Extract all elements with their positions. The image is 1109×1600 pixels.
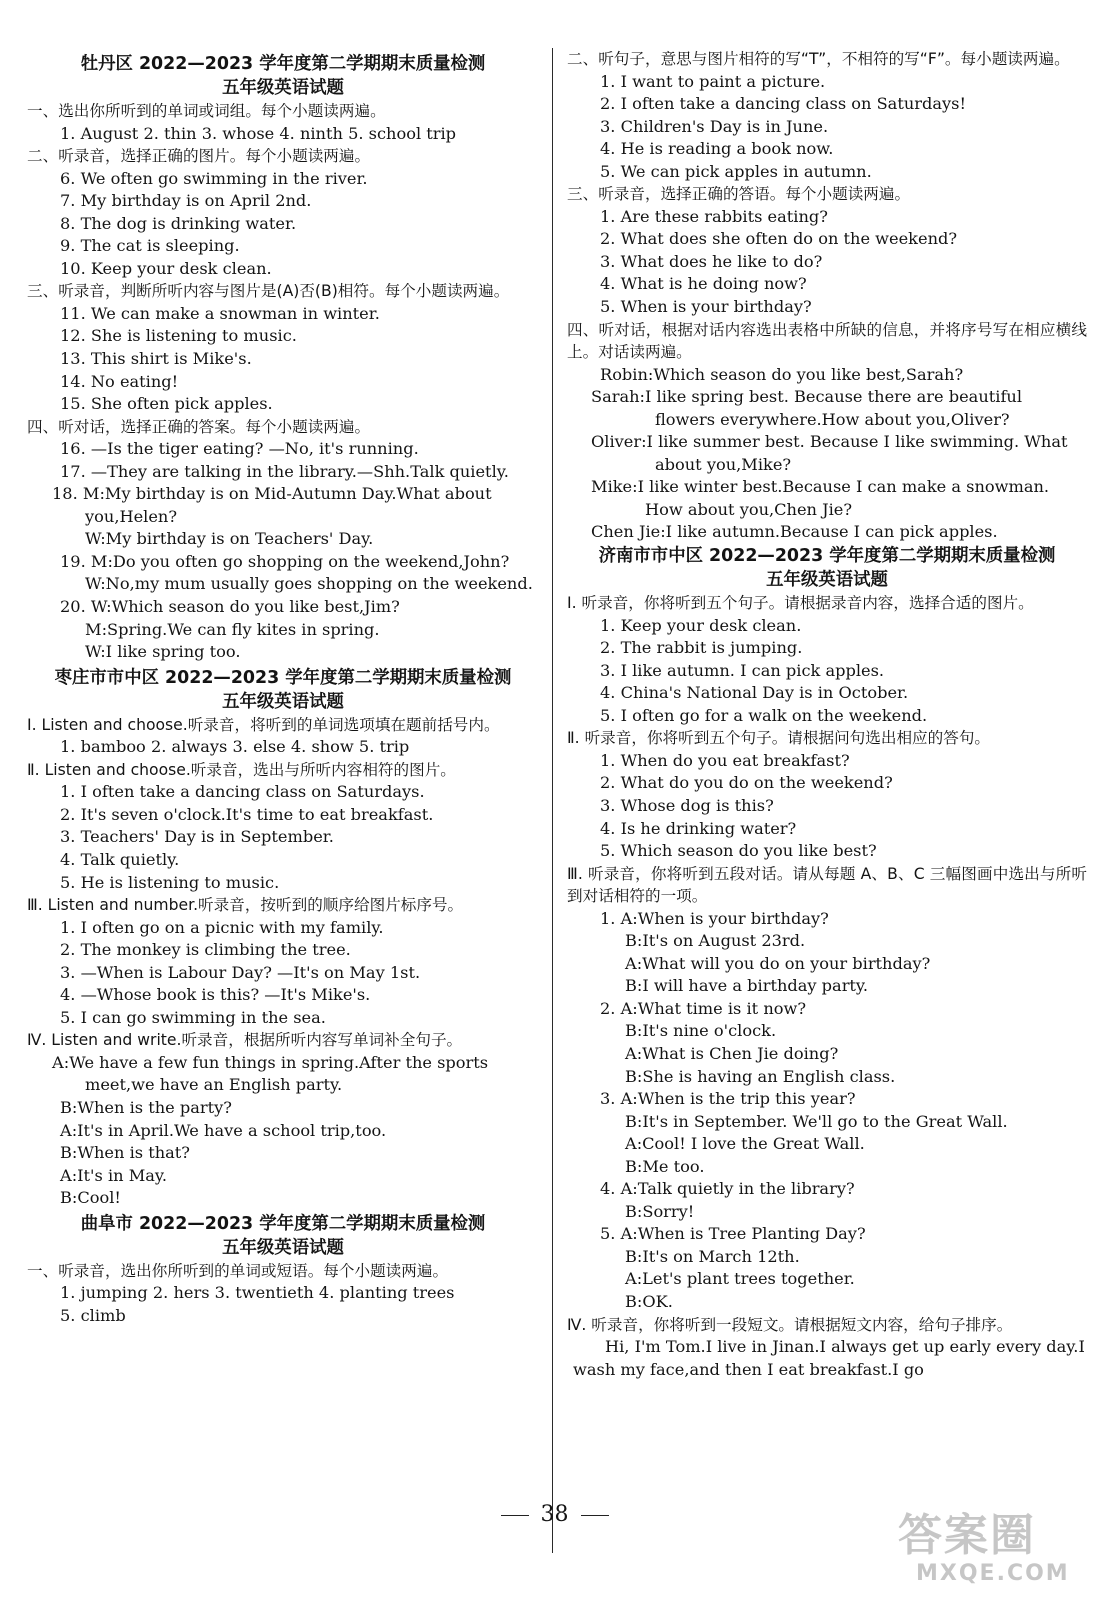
section-heading: 四、听对话，根据对话内容选出表格中所缺的信息，并将序号写在相应横线上。对话读两遍。 [567,320,1087,362]
dialogue-line: A:Cool! I love the Great Wall. [625,1134,865,1154]
column-divider [552,48,553,1553]
exam-title: 牡丹区 2022—2023 学年度第二学期期末质量检测 [80,54,486,74]
question-line: W:No,my mum usually goes shopping on the weekend. [85,574,533,594]
dialogue-line: Sarah:I like spring best. Because there are beautiful flowers everywhere.How about you,Oliver? [591,387,1023,429]
question-line: M:Spring.We can fly kites in spring. [85,619,380,639]
page-dash-right [581,1515,609,1516]
question-line: 1. I often take a dancing class on Saturdays. [60,782,425,802]
section-heading: Ⅱ. Listen and choose.听录音，选出与所听内容相符的图片。 [27,760,456,779]
question-line: 4. Talk quietly. [60,849,180,869]
dialogue-line: 5. A:When is Tree Planting Day? [600,1224,866,1244]
dialogue-line: Mike:I like winter best.Because I can make a snowman. How about you,Chen Jie? [591,477,1050,519]
question-line: 18. M:My birthday is on Mid-Autumn Day.What about you,Helen? [52,484,492,526]
question-line: 2. The monkey is climbing the tree. [60,940,351,960]
question-line: 1. I often go on a picnic with my family. [60,917,384,937]
jinan-exam [567,544,1087,1381]
dialogue-line: A:It's in April.We have a school trip,too. [60,1120,387,1140]
question-line: 4. What is he doing now? [600,274,807,294]
section-heading: Ⅲ. 听录音，你将听到五段对话。请从每题 A、B、C 三幅图画中选出与所听到对话相符的一项。 [567,864,1087,906]
question-line: 19. M:Do you often go shopping on the weekend,John? [60,551,510,571]
word-list: 5. climb [60,1305,126,1325]
question-line: 1. I want to paint a picture. [600,71,826,91]
section-heading: 四、听对话，选择正确的答案。每个小题读两遍。 [27,417,371,436]
exam-title: 曲阜市 2022—2023 学年度第二学期期末质量检测 [80,1213,486,1234]
dialogue-line: Chen Jie:I like autumn.Because I can pick apples. [591,522,998,542]
section-heading: Ⅳ. 听录音，你将听到一段短文。请根据短文内容，给句子排序。 [567,1315,1013,1334]
section-heading: 一、听录音，选出你所听到的单词或短语。每个小题读两遍。 [27,1261,449,1280]
dialogue-line: B:It's on August 23rd. [625,931,806,951]
dialogue-line: B:It's in September. We'll go to the Great Wall. [625,1111,1008,1131]
question-line: 2. I often take a dancing class on Saturdays! [600,94,966,114]
question-line: 17. —They are talking in the library.—Shh.Talk quietly. [60,461,509,481]
section-heading: Ⅰ. 听录音，你将听到五个句子。请根据录音内容，选择合适的图片。 [567,594,1034,613]
dialogue-line: B:When is that? [60,1143,190,1163]
question-line: 2. It's seven o'clock.It's time to eat breakfast. [60,804,434,824]
dialogue-line: B:Me too. [625,1156,705,1176]
question-line: 12. She is listening to music. [60,326,297,346]
question-line: 2. What do you do on the weekend? [600,773,893,793]
passage-text: Hi, I'm Tom.I live in Jinan.I always get up early every day.I wash my face,and then I eat breakfast.I go [573,1337,1085,1379]
dialogue-line: 4. A:Talk quietly in the library? [600,1179,855,1199]
question-line: 7. My birthday is on April 2nd. [60,191,312,211]
dialogue-line: 2. A:What time is it now? [600,998,807,1018]
word-list: 1. bamboo 2. always 3. else 4. show 5. trip [60,737,410,757]
word-list: 1. jumping 2. hers 3. twentieth 4. planting trees [60,1283,455,1303]
question-line: 16. —Is the tiger eating? —No, it's running. [60,439,419,459]
question-line: 4. He is reading a book now. [600,139,834,159]
section-heading: Ⅰ. Listen and choose.听录音，将听到的单词选项填在题前括号内。 [27,715,500,734]
watermark-logo [898,1510,1098,1594]
question-line: 5. We can pick apples in autumn. [600,161,872,181]
question-line: 2. What does she often do on the weekend? [600,229,958,249]
left-column [27,52,539,1327]
question-line: 13. This shirt is Mike's. [60,349,252,369]
dialogue-line: B:Cool! [60,1188,121,1208]
section-heading: 三、听录音，选择正确的答语。每个小题读两遍。 [567,185,911,204]
question-line: 5. Which season do you like best? [600,841,877,861]
mudan-exam [27,52,539,664]
question-line: 2. The rabbit is jumping. [600,638,803,658]
question-line: W:I like spring too. [85,642,241,662]
question-line: 20. W:Which season do you like best,Jim? [60,597,400,617]
qufu-exam [27,1212,539,1328]
question-line: 5. I often go for a walk on the weekend. [600,705,928,725]
dialogue-line: B:Sorry! [625,1201,695,1221]
dialogue-line: A:Let's plant trees together. [625,1269,855,1289]
exam-title: 济南市市中区 2022—2023 学年度第二学期期末质量检测 [598,546,1056,567]
exam-subtitle: 五年级英语试题 [222,78,344,98]
question-line: 8. The dog is drinking water. [60,213,297,233]
word-list: 1. August 2. thin 3. whose 4. ninth 5. school trip [60,123,457,143]
question-line: 4. China's National Day is in October. [600,683,909,703]
exam-title: 枣庄市市中区 2022—2023 学年度第二学期期末质量检测 [54,667,512,688]
question-line: 10. Keep your desk clean. [60,258,272,278]
section-heading: Ⅱ. 听录音，你将听到五个句子。请根据问句选出相应的答句。 [567,729,991,748]
page-dash-left [501,1515,529,1516]
dialogue-line: 1. A:When is your birthday? [600,908,829,928]
right-column [567,48,1087,1381]
page-number-text: 38 [540,1502,569,1527]
dialogue-line: A:What is Chen Jie doing? [625,1043,839,1063]
question-line: 6. We often go swimming in the river. [60,168,368,188]
dialogue-line: A:It's in May. [60,1165,168,1185]
question-line: 1. When do you eat breakfast? [600,750,850,770]
dialogue-line: Oliver:I like summer best. Because I like swimming. What about you,Mike? [591,432,1068,474]
section-heading: Ⅲ. Listen and number.听录音，按听到的顺序给图片标序号。 [27,896,464,915]
watermark-en: MXQE.COM [916,1561,1070,1586]
exam-subtitle: 五年级英语试题 [222,691,344,712]
question-line: 9. The cat is sleeping. [60,236,240,256]
mudan-exam-continued [567,48,1087,544]
dialogue-line: 3. A:When is the trip this year? [600,1089,856,1109]
question-line: 3. Whose dog is this? [600,795,774,815]
dialogue-line: B:OK. [625,1291,673,1311]
exam-subtitle: 五年级英语试题 [766,570,888,591]
section-heading: 一、选出你所听到的单词或词组。每个小题读两遍。 [27,102,386,120]
question-line: 3. —When is Labour Day? —It's on May 1st. [60,962,421,982]
zaozhuang-exam [27,666,539,1210]
question-line: 5. He is listening to music. [60,872,280,892]
dialogue-line: B:She is having an English class. [625,1066,896,1086]
question-line: 1. Are these rabbits eating? [600,206,828,226]
section-heading: 二、听录音，选择正确的图片。每个小题读两遍。 [27,147,371,166]
dialogue-line: A:What will you do on your birthday? [625,953,931,973]
question-line: 3. Children's Day is in June. [600,116,829,136]
question-line: 14. No eating! [60,371,179,391]
question-line: 3. I like autumn. I can pick apples. [600,660,885,680]
dialogue-line: B:I will have a birthday party. [625,976,869,996]
question-line: 4. —Whose book is this? —It's Mike's. [60,985,371,1005]
dialogue-line: B:It's nine o'clock. [625,1021,777,1041]
question-line: 5. When is your birthday? [600,297,812,317]
question-line: 15. She often pick apples. [60,394,273,414]
dialogue-line: B:When is the party? [60,1097,232,1117]
section-heading: 三、听录音，判断所听内容与图片是(A)否(B)相符。每个小题读两遍。 [27,282,510,301]
question-line: 4. Is he drinking water? [600,818,797,838]
dialogue-line: Robin:Which season do you like best,Sarah? [600,364,964,384]
exam-subtitle: 五年级英语试题 [222,1237,344,1258]
watermark-cn: 答案圈 [898,1510,1036,1561]
section-heading: Ⅳ. Listen and write.听录音，根据所听内容写单词补全句子。 [27,1031,463,1050]
question-line: 3. Teachers' Day is in September. [60,827,334,847]
dialogue-line: B:It's on March 12th. [625,1246,800,1266]
question-line: 5. I can go swimming in the sea. [60,1007,326,1027]
question-line: W:My birthday is on Teachers' Day. [85,529,374,549]
section-heading: 二、听句子，意思与图片相符的写“T”，不相符的写“F”。每小题读两遍。 [567,50,1070,68]
question-line: 11. We can make a snowman in winter. [60,303,380,323]
question-line: 1. Keep your desk clean. [600,615,802,635]
dialogue-line: A:We have a few fun things in spring.After the sports meet,we have an English party. [52,1052,489,1095]
question-line: 3. What does he like to do? [600,251,823,271]
